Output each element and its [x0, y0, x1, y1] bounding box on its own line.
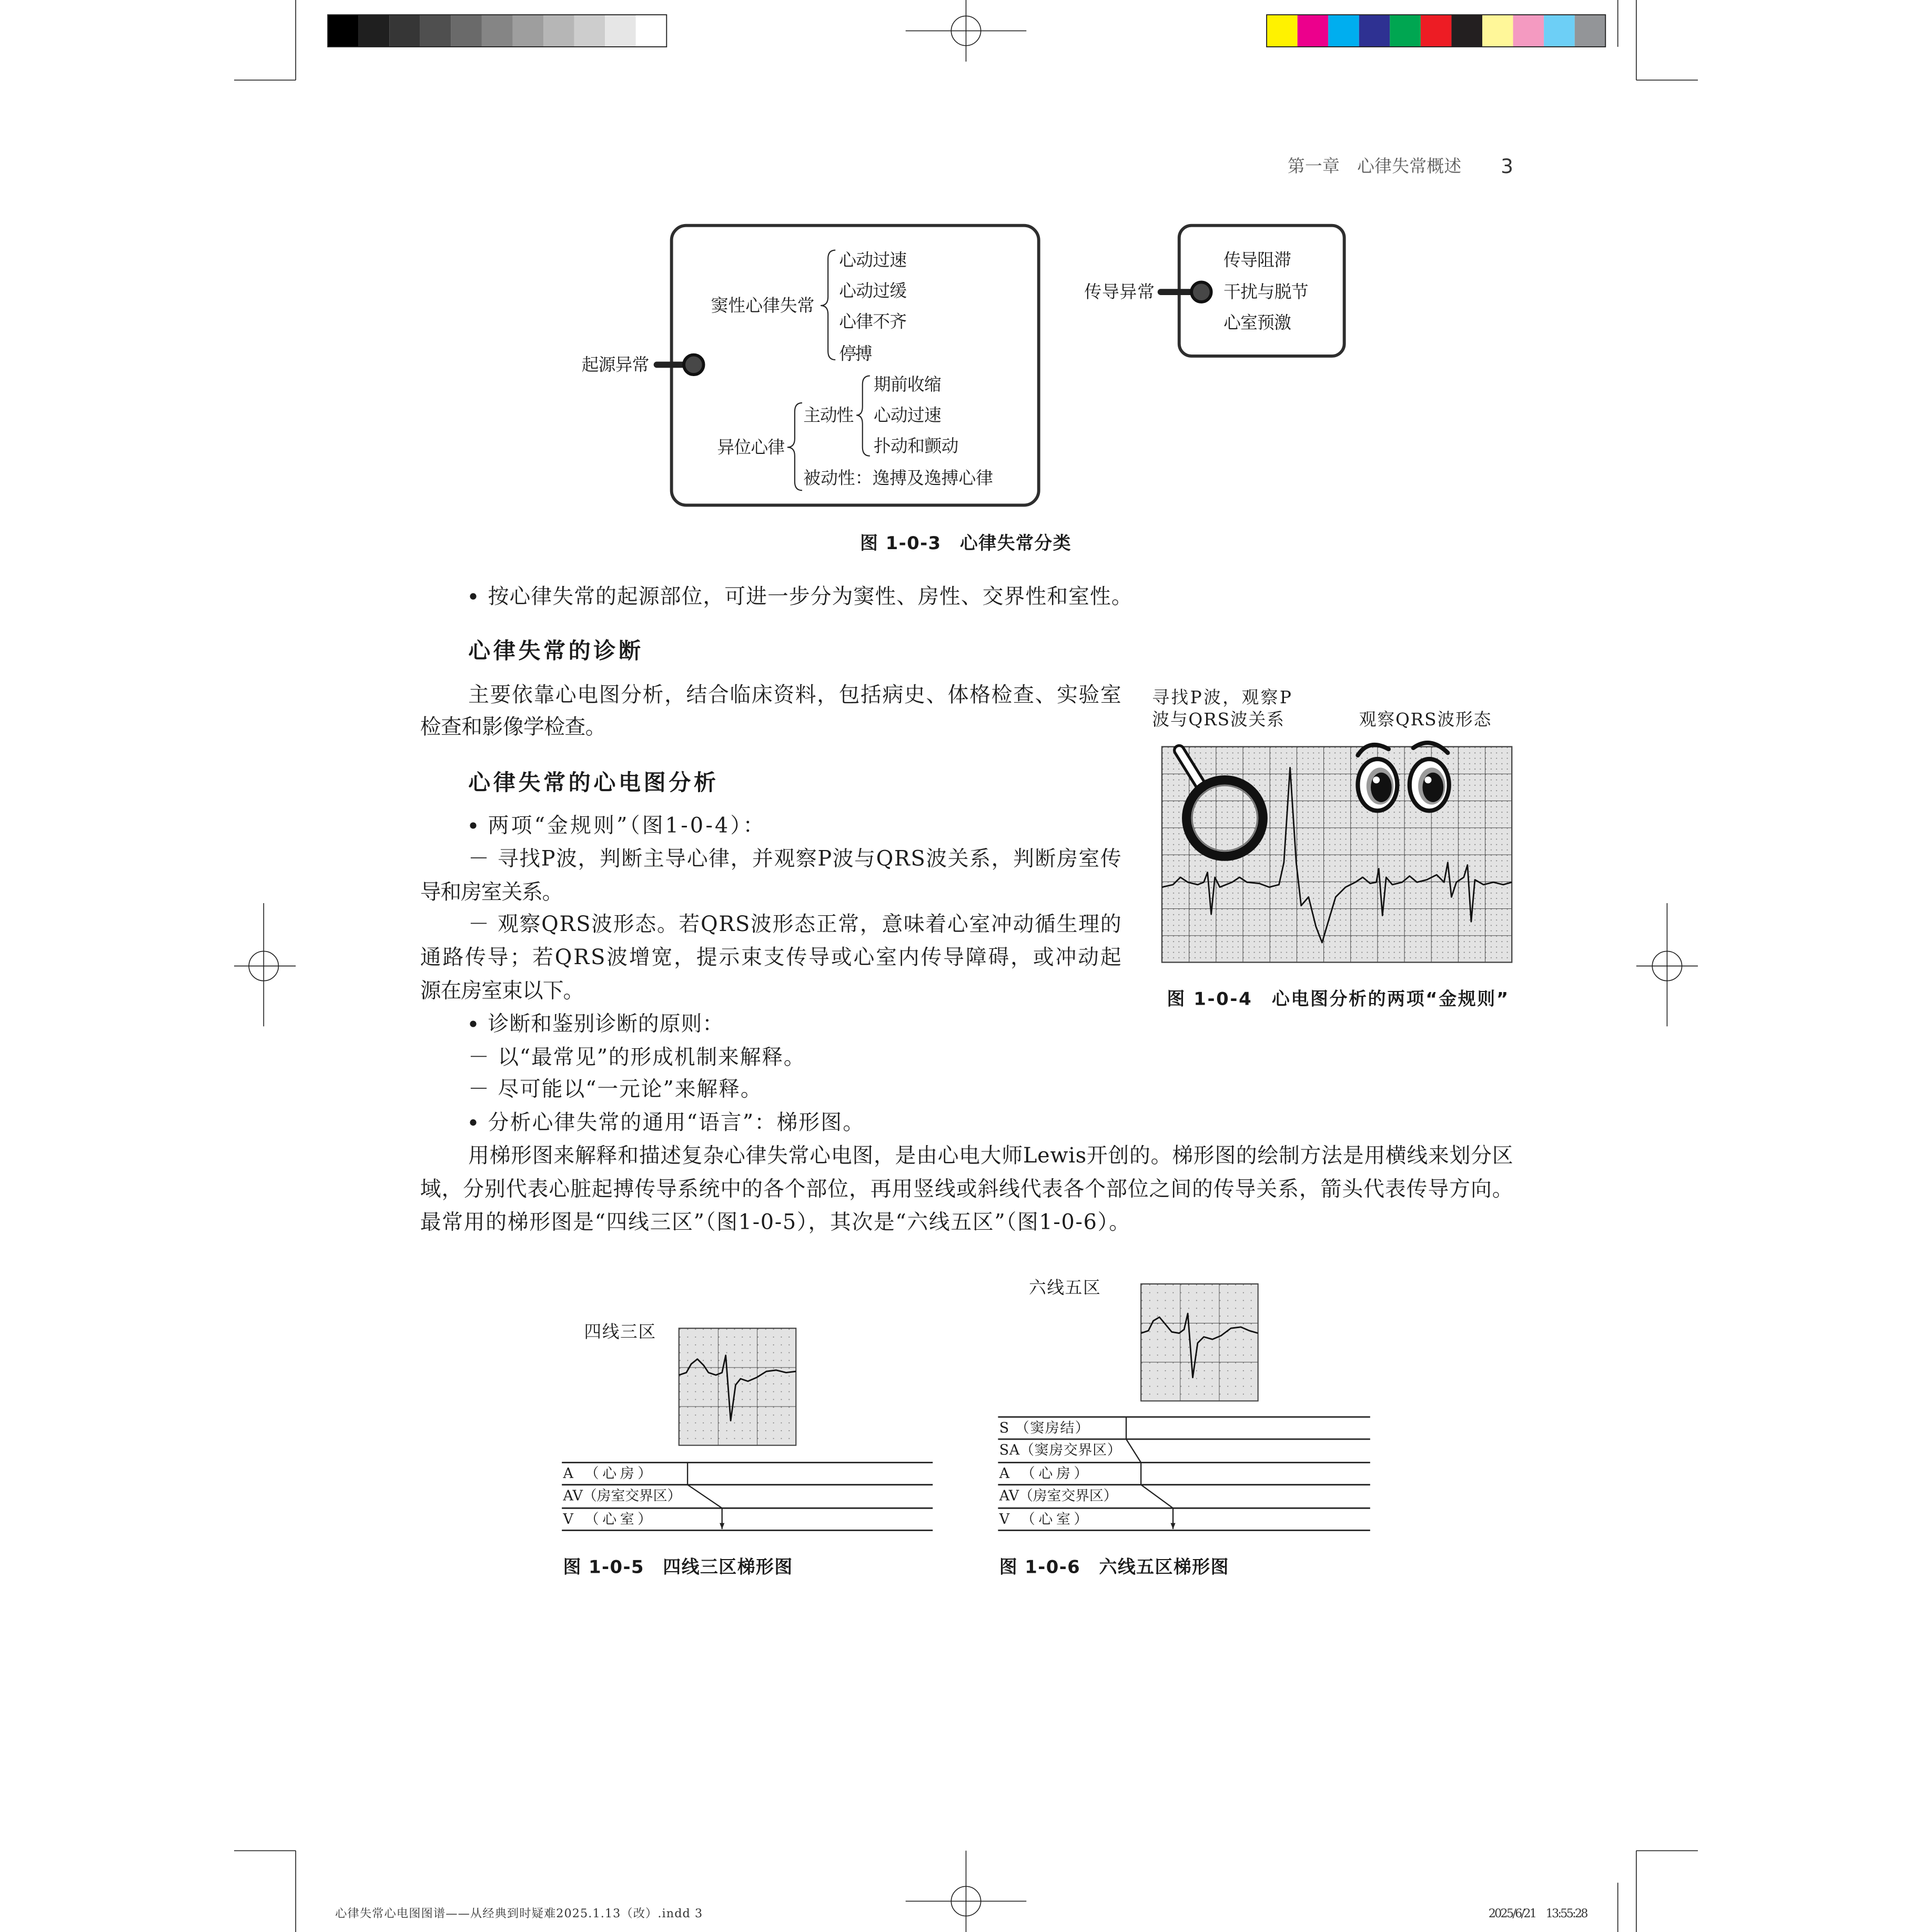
origin-label: 起源异常	[581, 355, 650, 375]
color-swatch	[1328, 15, 1359, 47]
conduction-path	[687, 1485, 722, 1509]
registration-mark-bottom-icon	[906, 1850, 1027, 1932]
color-swatch	[543, 15, 574, 47]
color-swatch	[1482, 15, 1513, 47]
crop-mark-bottom-left	[234, 1850, 296, 1932]
figure-label: 寻找P波，观察P	[1152, 687, 1291, 707]
figure-four-line-ladder	[562, 1322, 933, 1577]
crop-mark-top-right	[1618, 0, 1698, 80]
bullet-item: 分析心律失常的通用“语言”：梯形图。	[488, 1110, 864, 1135]
passive-label: 被动性：逸搏及逸搏心律	[803, 468, 994, 488]
conduction-label: 传导异常	[1084, 282, 1155, 302]
active-item: 心动过速	[873, 405, 942, 426]
paragraph-line: － 观察QRS波形态。若QRS波形态正常，意味着心室冲动循生理的	[468, 912, 1121, 936]
figure-caption: 图 1-0-3 心律失常分类	[860, 533, 1071, 554]
color-swatch	[1359, 15, 1390, 47]
bullet-item: 两项“金规则”（图1-0-4）：	[488, 813, 764, 838]
sinus-brace	[821, 250, 835, 360]
paragraph-line: － 寻找P波，判断主导心律，并观察P波与QRS波关系，判断房室传	[468, 846, 1121, 871]
figure-six-line-ladder	[998, 1278, 1370, 1578]
figure-arrhythmia-classification	[582, 226, 1344, 554]
registration-mark-right-icon	[1636, 903, 1698, 1026]
conduction-path	[1126, 1439, 1141, 1463]
sinus-item: 心动过速	[839, 250, 907, 270]
crop-mark-bottom-right	[1618, 1850, 1698, 1932]
conduction-item: 心室预激	[1223, 312, 1291, 333]
slug-filename: 心律失常心电图图谱——从经典到时疑难2025.1.13（改）.indd 3	[335, 1906, 703, 1920]
ladder-row-label: V （心室）	[999, 1511, 1088, 1528]
figure-ecg-golden-rules	[1152, 687, 1512, 1010]
registration-mark-left-icon	[234, 903, 296, 1026]
sinus-item: 心动过缓	[839, 280, 907, 301]
registration-mark-top-icon	[906, 0, 1027, 62]
section-heading: 心律失常的心电图分析	[468, 769, 716, 795]
ectopic-brace	[787, 403, 802, 490]
grayscale-color-bar	[328, 15, 666, 47]
running-header: 第一章 心律失常概述	[1287, 156, 1462, 177]
color-swatch	[1421, 15, 1452, 47]
ladder-row-label: A （心房）	[563, 1465, 652, 1482]
ladder-row-label: A （心房）	[999, 1465, 1088, 1482]
figure-caption: 图 1-0-6 六线五区梯形图	[999, 1556, 1229, 1578]
bullet-icon	[470, 1021, 476, 1027]
paragraph-line: 域，分别代表心脏起搏传导系统中的各个部位，再用竖线或斜线代表各个部位之间的传导关系，箭头代表传导方向。	[420, 1177, 1513, 1201]
paragraph-line: 源在房室束以下。	[420, 978, 584, 1003]
ectopic-label: 异位心律	[717, 437, 785, 458]
paragraph-line: 检查和影像学检查。	[420, 715, 606, 740]
color-swatch	[1390, 15, 1421, 47]
bullet-icon	[470, 822, 476, 828]
paragraph-line: 最常用的梯形图是“四线三区”（图1-0-5），其次是“六线五区”（图1-0-6）。	[420, 1210, 1130, 1235]
color-swatch	[420, 15, 451, 47]
crop-mark-top-left	[234, 0, 296, 80]
color-swatch	[1451, 15, 1482, 47]
figure-title: 六线五区	[1028, 1277, 1100, 1298]
conduction-item: 干扰与脱节	[1223, 282, 1309, 302]
ladder-row-label: S （窦房结）	[999, 1420, 1089, 1437]
color-swatch	[328, 15, 359, 47]
paragraph-line: 导和房室关系。	[420, 879, 563, 904]
ladder-row-label: AV（房室交界区）	[563, 1488, 682, 1504]
sinus-label: 窦性心律失常	[711, 295, 815, 316]
figure-label: 波与QRS波关系	[1152, 710, 1284, 730]
active-label: 主动性	[803, 405, 854, 426]
bullet-icon	[470, 593, 476, 600]
ecg-grid-panel	[1141, 1284, 1258, 1401]
color-swatch	[605, 15, 636, 47]
origin-knob-icon	[684, 355, 703, 375]
bullet-icon	[470, 1119, 476, 1126]
conduction-path	[1141, 1485, 1173, 1509]
color-swatch	[1544, 15, 1575, 47]
ecg-grid-panel	[679, 1328, 796, 1445]
paragraph-line: 主要依靠心电图分析，结合临床资料，包括病史、体格检查、实验室	[468, 683, 1121, 707]
ladder-row-label: SA（窦房交界区）	[999, 1442, 1121, 1459]
bullet-item: 诊断和鉴别诊断的原则：	[488, 1011, 724, 1036]
conduction-knob-icon	[1191, 282, 1211, 301]
bullet-item: 按心律失常的起源部位，可进一步分为窦性、房性、交界性和室性。	[488, 584, 1132, 609]
paragraph-line: － 尽可能以“一元论”来解释。	[468, 1077, 762, 1101]
slug-timestamp: 2025/6/21 13:55:28	[1488, 1906, 1589, 1920]
sinus-item: 停搏	[839, 343, 873, 364]
color-swatch	[512, 15, 543, 47]
process-color-bar	[1267, 15, 1605, 47]
ladder-row-label: V （心室）	[563, 1511, 652, 1528]
section-heading: 心律失常的诊断	[468, 638, 641, 664]
ladder-row-label: AV（房室交界区）	[999, 1488, 1118, 1504]
figure-caption: 图 1-0-4 心电图分析的两项“金规则”	[1167, 988, 1509, 1010]
color-swatch	[1267, 15, 1298, 47]
active-brace	[856, 376, 870, 456]
active-item: 扑动和颤动	[873, 436, 959, 456]
conduction-item: 传导阻滞	[1223, 250, 1291, 270]
paragraph-line: 通路传导；若QRS波增宽，提示束支传导或心室内传导障碍，或冲动起	[420, 945, 1121, 970]
color-swatch	[574, 15, 605, 47]
paragraph-line: 用梯形图来解释和描述复杂心律失常心电图，是由心电大师Lewis开创的。梯形图的绘制方法是用横线来划分区	[468, 1144, 1513, 1168]
page-number: 3	[1501, 155, 1513, 178]
color-swatch	[1513, 15, 1544, 47]
paragraph-line: － 以“最常见”的形成机制来解释。	[468, 1045, 805, 1069]
color-swatch	[451, 15, 482, 47]
figure-caption: 图 1-0-5 四线三区梯形图	[563, 1556, 793, 1578]
active-item: 期前收缩	[873, 374, 942, 395]
color-swatch	[1298, 15, 1329, 47]
color-swatch	[1575, 15, 1606, 47]
sinus-item: 心律不齐	[839, 311, 907, 332]
color-swatch	[482, 15, 513, 47]
figure-title: 四线三区	[584, 1322, 656, 1342]
color-swatch	[389, 15, 420, 47]
color-swatch	[359, 15, 390, 47]
color-swatch	[636, 15, 667, 47]
figure-label: 观察QRS波形态	[1359, 710, 1491, 730]
